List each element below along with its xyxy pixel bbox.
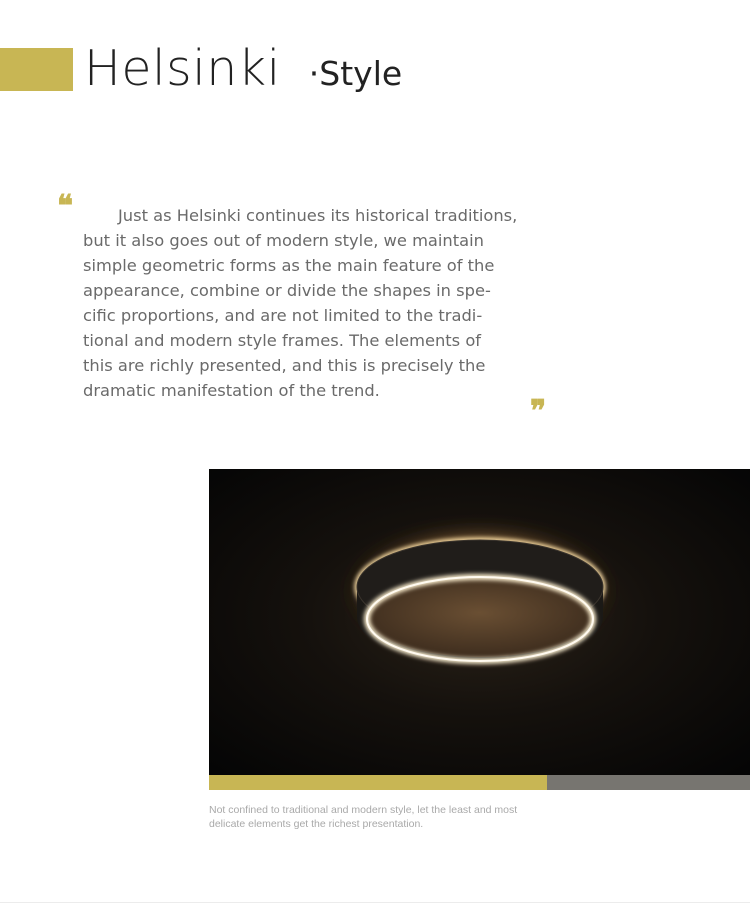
close-quote-icon: ❞ — [530, 394, 547, 429]
title-helsinki: Helsinki — [84, 40, 281, 97]
gold-color-bar — [209, 775, 547, 790]
title-style: ·Style — [308, 54, 403, 93]
open-quote-icon: ❝ — [57, 189, 74, 224]
grey-color-bar — [547, 775, 750, 790]
ceiling-lamp-photo — [209, 469, 750, 775]
page-title — [84, 40, 402, 100]
bottom-divider — [0, 902, 750, 903]
photo-caption: Not confined to traditional and modern style, let the least and most delicate elements get the richest presentation. — [209, 804, 518, 830]
gold-accent-block — [0, 48, 73, 91]
quote-paragraph: Just as Helsinki continues its historical traditions, but it also goes out of modern style, we maintain simple geometric forms as the main feature of the appearance, combine or divide the shapes in spe- cific proportions, and are not limited to the tradi- tional and modern style frames. The elements of this are richly presented, and this is precisely the dramatic manifestation of the trend. — [83, 206, 518, 400]
